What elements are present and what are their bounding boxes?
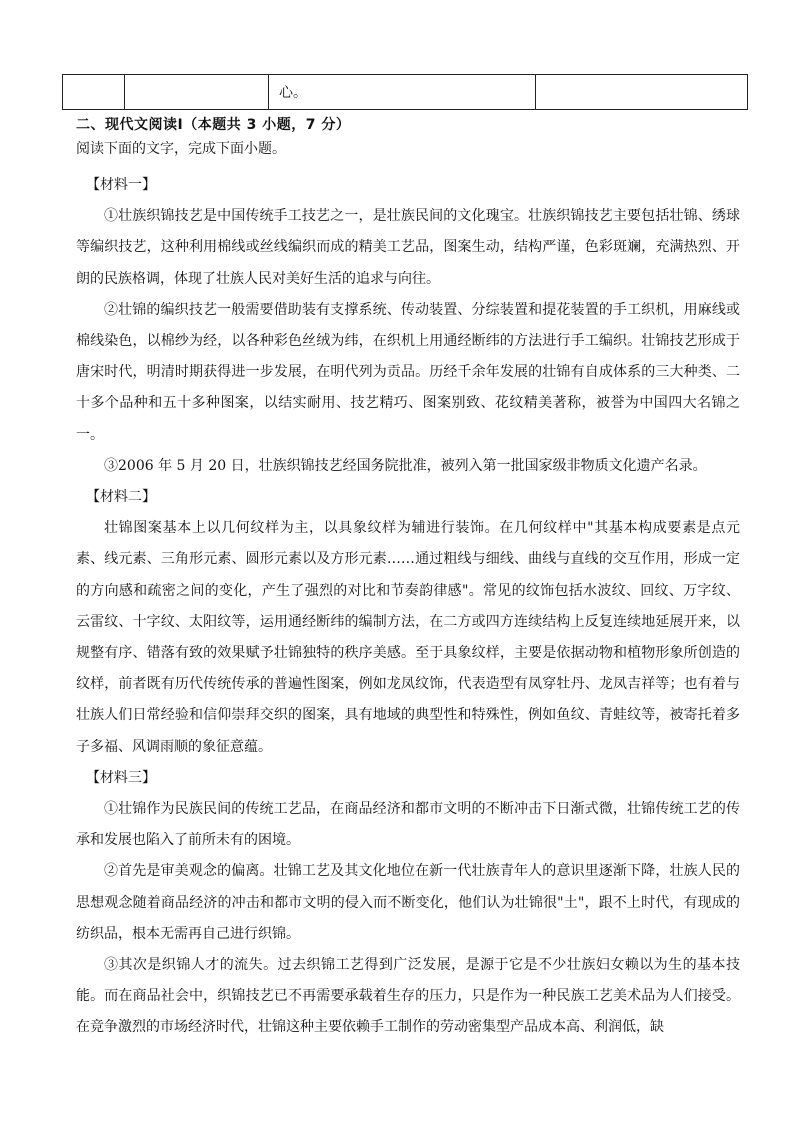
reading-passage	[76, 170, 740, 1044]
table-cell	[125, 75, 269, 110]
material-3-label: 【材料三】	[86, 769, 156, 786]
material-2-paragraph-1: 壮锦图案基本上以几何纹样为主，以具象纹样为辅进行装饰。在几何纹样中"其基本构成要素是点元素、线元素、三角形元素、圆形元素以及方形元素……通过粗线与细线、曲线与直线的交互作用，形成一定的方向感和疏密之间的变化，产生了强烈的对比和节奏韵律感"。常见的纹饰包括水波纹、回纹、万字纹、云雷纹、十字纹、太阳纹等，运用通经断纬的编制方法，在二方或四方连续结构上反复连续地延展开来，以规整有序、错落有致的效果赋予壮锦独特的秩序美感。至于具象纹样，主要是依据动物和植物形象所创造的纹样，前者既有历代传统传承的普遍性图案，例如龙凤纹饰，代表造型有凤穿牡丹、龙凤吉祥等；也有着与壮族人们日常经验和信仰崇拜交织的图案，具有地域的典型性和特殊性，例如鱼纹、青蛙纹等，被寄托着多子多福、风调雨顺的象征意蕴。	[76, 520, 740, 755]
material-3-paragraph-1: ①壮锦作为民族民间的传统工艺品，在商品经济和都市文明的不断冲击下日渐式微，壮锦传统工艺的传承和发展也陷入了前所未有的困境。	[76, 801, 740, 849]
table-cell	[536, 75, 748, 110]
material-2-label: 【材料二】	[86, 489, 156, 506]
table-row	[63, 75, 748, 110]
table-cell	[63, 75, 125, 110]
answer-table-fragment	[62, 74, 748, 110]
section-heading: 二、现代文阅读Ⅰ（本题共 3 小题，7 分）	[76, 117, 351, 133]
section-instruction: 阅读下面的文字，完成下面小题。	[76, 141, 286, 157]
material-3-paragraph-3: ③其次是织锦人才的流失。过去织锦工艺得到广泛发展，是源于它是不少壮族妇女赖以为生的基本技能。而在商品社会中，织锦技艺已不再需要承载着生存的压力，只是作为一种民族工艺美术品为人们接受。在竞争激烈的市场经济时代，壮锦这种主要依赖手工制作的劳动密集型产品成本高、利润低，缺	[76, 957, 740, 1036]
table-cell: 心。	[269, 75, 536, 110]
material-3-paragraph-2: ②首先是审美观念的偏离。壮锦工艺及其文化地位在新一代壮族青年人的意识里逐渐下降，壮族人民的思想观念随着商品经济的冲击和都市文明的侵入而不断变化，他们认为壮锦很"土"，跟不上时代，有现成的纺织品，根本无需再自己进行织锦。	[76, 863, 740, 942]
material-1-paragraph-3: ③2006 年 5 月 20 日，壮族织锦技艺经国务院批准，被列入第一批国家级非物质文化遗产名录。	[104, 457, 707, 474]
material-1-paragraph-1: ①壮族织锦技艺是中国传统手工技艺之一，是壮族民间的文化瑰宝。壮族织锦技艺主要包括壮锦、绣球等编织技艺，这种利用棉线或丝线编织而成的精美工艺品，图案生动，结构严谨，色彩斑斓，充满热烈、开朗的民族格调，体现了壮族人民对美好生活的追求与向往。	[76, 208, 740, 287]
material-1-paragraph-2: ②壮锦的编织技艺一般需要借助装有支撑系统、传动装置、分综装置和提花装置的手工织机，用麻线或棉线染色，以棉纱为经，以各种彩色丝绒为纬，在织机上用通经断纬的方法进行手工编织。壮锦技艺形成于唐宋时代，明清时期获得进一步发展，在明代列为贡品。历经千余年发展的壮锦有自成体系的三大种类、二十多个品种和五十多种图案，以结实耐用、技艺精巧、图案别致、花纹精美著称，被誉为中国四大名锦之一。	[76, 301, 740, 443]
material-1-label: 【材料一】	[86, 177, 156, 193]
